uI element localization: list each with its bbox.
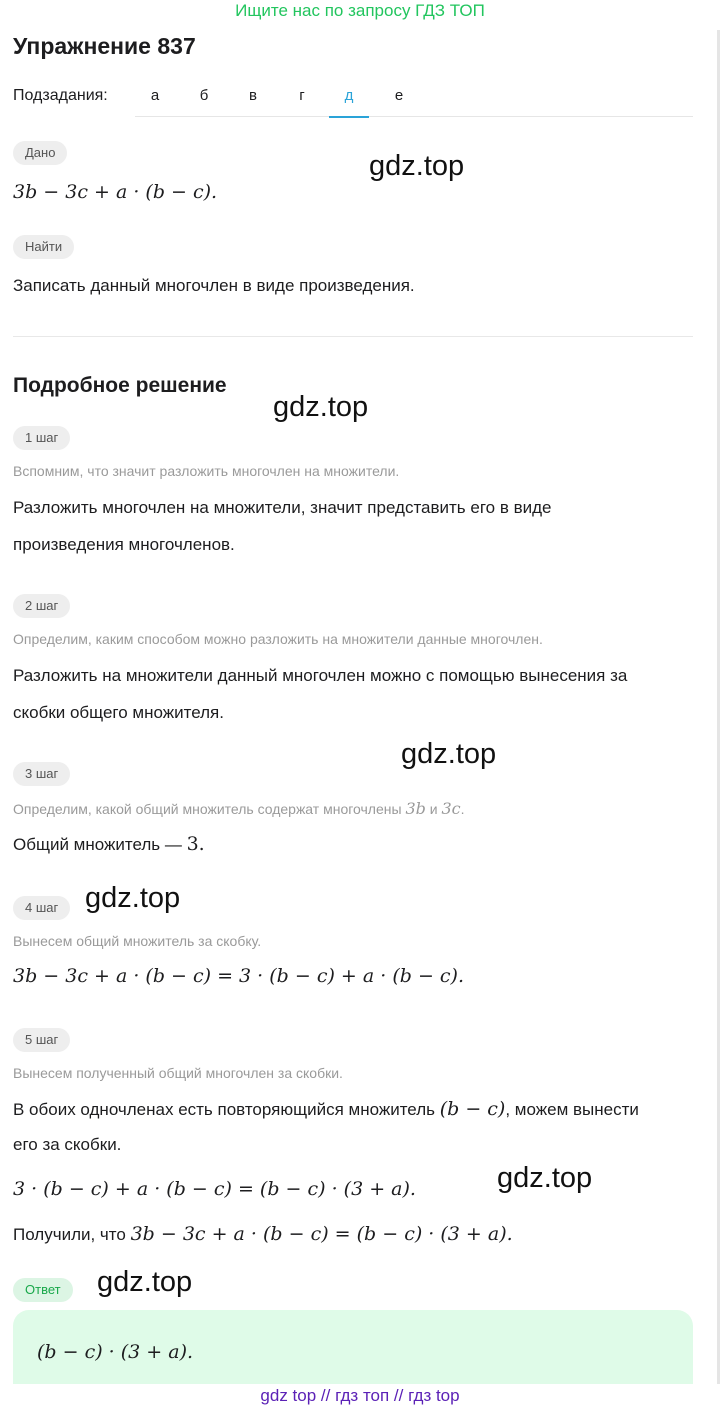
step-text	[13, 832, 205, 857]
step-hint: Вынесем полученный общий многочлен за скобки.	[13, 1065, 343, 1081]
step-text: Разложить многочлен на множители, значит представить его в виде	[13, 498, 552, 517]
step-hint-text: и	[425, 801, 442, 817]
step-badge: 2 шаг	[13, 594, 70, 618]
step-badge: 4 шаг	[13, 896, 70, 920]
top-banner: Ищите нас по запросу ГДЗ ТОП	[235, 1, 485, 20]
subtask-tabs	[135, 80, 693, 117]
step-hint	[13, 797, 465, 821]
page-title: Упражнение 837	[13, 33, 196, 59]
subtasks-label: Подзадания:	[13, 87, 108, 104]
step-text-math: (b − c)	[439, 1098, 506, 1120]
given-badge: Дано	[13, 141, 67, 165]
step-hint-text: Определим, какой общий множитель содержат многочлены	[13, 801, 406, 817]
footer-links[interactable]: gdz top // гдз топ // гдз top	[0, 1384, 720, 1411]
tab-g[interactable]: г	[299, 87, 305, 104]
answer-badge: Ответ	[13, 1278, 73, 1302]
step-text-part: В обоих одночленах есть повторяющийся множитель	[13, 1100, 440, 1119]
watermark: gdz.top	[497, 1162, 593, 1194]
step-expression: 3 · (b − c) + a · (b − c) = (b − c) · (3 + a).	[13, 1178, 416, 1200]
watermark: gdz.top	[369, 150, 465, 182]
step-text: его за скобки.	[13, 1135, 122, 1154]
step-text-part: Получили, что	[13, 1225, 131, 1244]
step-text: произведения многочленов.	[13, 535, 235, 554]
step-text-part: Общий множитель —	[13, 835, 187, 854]
step-badge: 5 шаг	[13, 1028, 70, 1052]
solution-title: Подробное решение	[13, 374, 227, 397]
tab-d[interactable]: д	[329, 86, 369, 118]
step-text-math: 3.	[186, 833, 205, 855]
step-text: Разложить на множители данный многочлен можно с помощью вынесения за	[13, 666, 628, 685]
find-badge: Найти	[13, 235, 74, 259]
watermark: gdz.top	[401, 738, 497, 770]
watermark: gdz.top	[273, 391, 369, 423]
tab-e[interactable]: е	[394, 87, 404, 104]
step-badge: 1 шаг	[13, 426, 70, 450]
step-hint-math: 3b	[405, 799, 426, 818]
watermark: gdz.top	[85, 882, 181, 914]
step-hint-text: .	[460, 801, 465, 817]
step-badge: 3 шаг	[13, 762, 70, 786]
step-text-math: 3b − 3c + a · (b − c) = (b − c) · (3 + a).	[130, 1223, 513, 1245]
find-text: Записать данный многочлен в виде произведения.	[13, 276, 415, 295]
answer-expression: (b − c) · (3 + a).	[37, 1341, 194, 1363]
step-hint: Определим, каким способом можно разложить на множители данные многочлен.	[13, 631, 543, 647]
step-hint: Вспомним, что значит разложить многочлен на множители.	[13, 463, 400, 479]
given-expression: 3b − 3c + a · (b − c).	[13, 181, 218, 203]
step-expression: 3b − 3c + a · (b − c) = 3 · (b − c) + a · (b − c).	[13, 965, 464, 987]
step-hint: Вынесем общий множитель за скобку.	[13, 933, 262, 949]
step-text: скобки общего множителя.	[13, 703, 224, 722]
tab-a[interactable]: а	[150, 87, 160, 104]
step-text	[13, 1097, 639, 1122]
tab-v[interactable]: в	[249, 87, 257, 104]
step-hint-math: 3c	[441, 799, 461, 818]
step-result	[13, 1222, 513, 1247]
watermark: gdz.top	[97, 1266, 193, 1298]
step-text-part: , можем вынести	[505, 1100, 639, 1119]
tab-b[interactable]: б	[199, 87, 209, 104]
section-divider	[13, 336, 693, 337]
